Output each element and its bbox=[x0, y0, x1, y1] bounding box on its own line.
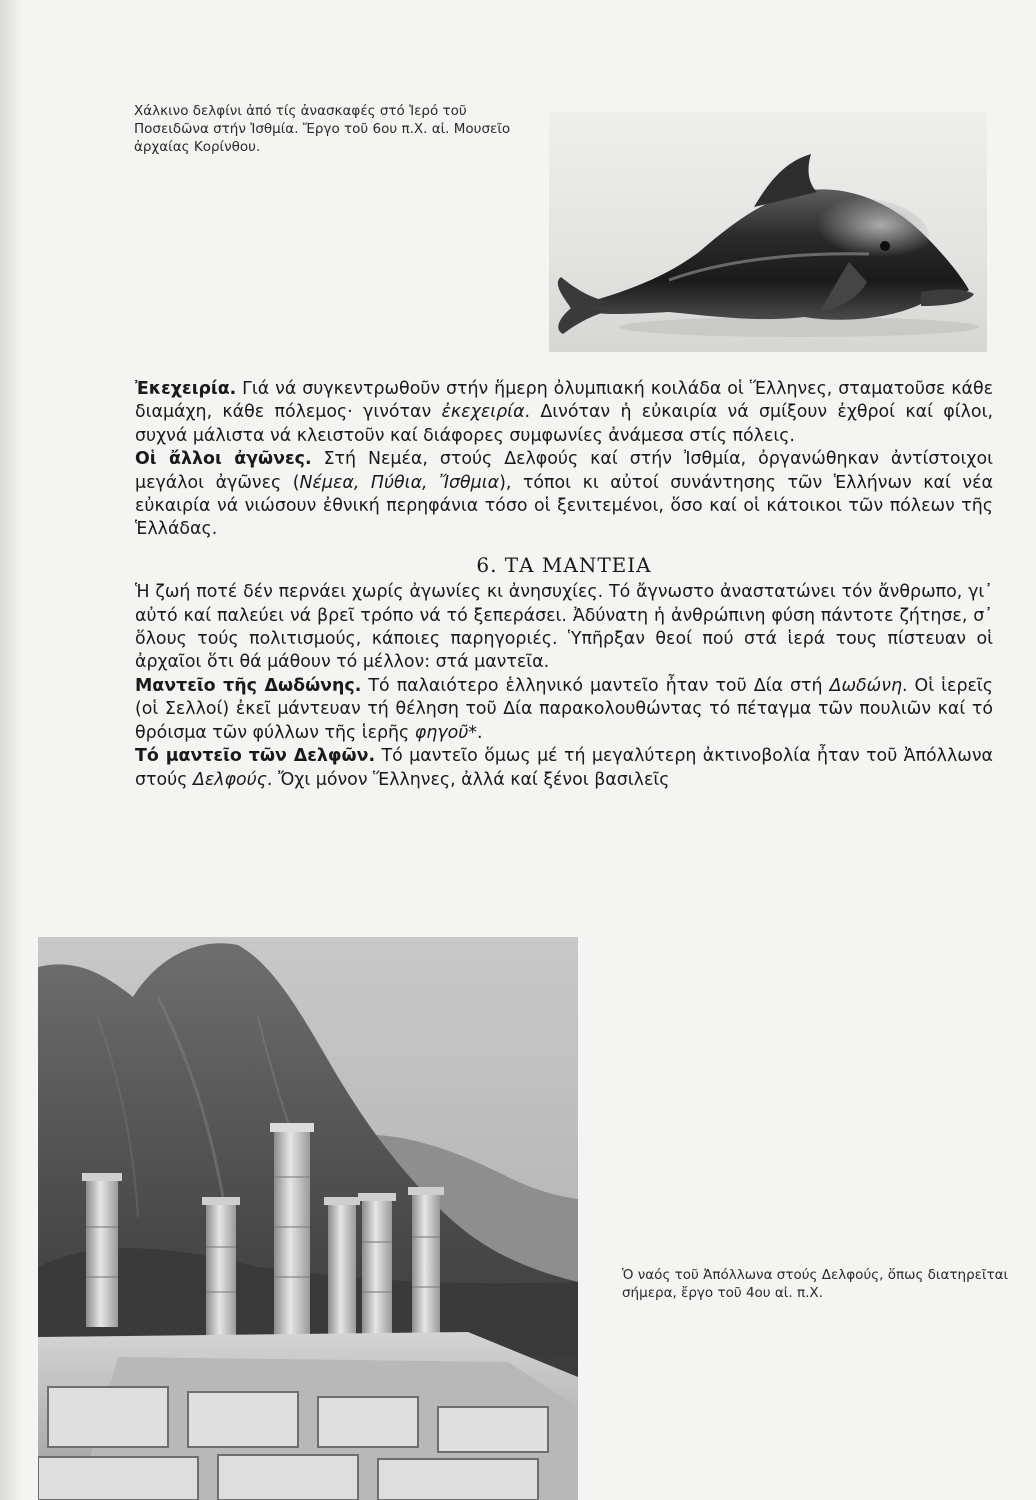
page-edge-shadow bbox=[0, 0, 22, 1500]
temple-photo bbox=[38, 937, 578, 1500]
delphi-text-1: Τό μαντεῖο ὅμως μέ τή μεγαλύτερη ἀκτινοβολία ἦταν τοῦ Ἀπόλλωνα στούς bbox=[135, 746, 993, 790]
paragraph-delphi bbox=[135, 745, 993, 792]
delphi-italic: Δελφούς bbox=[192, 769, 267, 790]
temple-of-apollo-image bbox=[38, 937, 578, 1500]
ekecheiria-italic: ἐκεχειρία bbox=[441, 402, 525, 423]
dodoni-italic-2: φηγοῦ bbox=[414, 722, 469, 743]
paragraph-dodoni bbox=[135, 675, 993, 745]
term-ekecheiria: Ἐκεχειρία. bbox=[135, 379, 237, 399]
main-text bbox=[135, 378, 993, 792]
dodoni-text-1: Τό παλαιότερο ἑλληνικό μαντεῖο ἦταν τοῦ Δία στή bbox=[361, 675, 830, 696]
dolphin-photo bbox=[549, 112, 987, 352]
dolphin-eye bbox=[880, 241, 890, 251]
ekecheiria-text-2: . Δινόταν ἡ εὐκαιρία νά σμίξουν ἐχθροί καί φίλοι, συχνά μάλιστα νά κλειστοῦν καί διάφορες συμφωνίες ἀνάμεσα στίς πόλεις. bbox=[135, 402, 993, 446]
ekecheiria-text-1: Γιά νά συγκεντρωθοῦν στήν ἥμερη ὀλυμπιακή κοιλάδα οἱ Ἕλληνες, σταματοῦσε κάθε διαμάχη, κάθε πόλεμος· γινόταν bbox=[135, 379, 993, 423]
section-heading: 6. ΤΑ ΜΑΝΤΕΙΑ bbox=[476, 552, 652, 577]
dodoni-text-2: . Οἱ ἱερεῖς (οἱ Σελλοί) ἐκεῖ μάντευαν τή θέληση τοῦ Δία παρακολουθώντας τό πέταγμα τῶν πουλιῶν καί τό θρόισμα τῶν φύλλων τῆς ἱερῆς bbox=[135, 675, 993, 743]
bronze-dolphin-image bbox=[549, 112, 987, 352]
delphi-text-2: . Ὄχι μόνον Ἕλληνες, ἀλλά καί ξένοι βασιλεῖς bbox=[266, 769, 670, 790]
dodoni-italic-1: Δωδώνη bbox=[829, 675, 902, 696]
term-delphi: Τό μαντεῖο τῶν Δελφῶν. bbox=[135, 746, 376, 767]
agones-text-1: Στή Νεμέα, στούς Δελφούς καί στήν Ἰσθμία, ὀργανώθηκαν ἀντίστοιχοι μεγάλοι ἀγῶνες ( bbox=[135, 449, 993, 493]
temple-caption: Ὁ ναός τοῦ Ἀπόλλωνα στούς Δελφούς, ὅπως διατηρεῖται σήμερα, ἔργο τοῦ 4ου αἰ. π.Χ. bbox=[622, 1267, 1009, 1301]
agones-text-2: ), τόποι κι αὐτοί συνάντησης τῶν Ἑλλήνων καί νέα εὐκαιρία νά νιώσουν ἐθνική περηφάνια τόσο οἱ ξενιτεμένοι, ὅσο καί οἱ κάτοικοι τῶν πόλεων τῆς Ἑλλάδας. bbox=[135, 472, 993, 540]
paragraph-agones bbox=[135, 448, 993, 542]
paragraph-intro: Ἡ ζωή ποτέ δέν περνάει χωρίς ἀγωνίες κι ἀνησυχίες. Τό ἄγνωστο ἀναστατώνει τόν ἄνθρωπο, γι᾽ αὐτό καί παλεύει νά βρεῖ τρόπο νά τό ξεπεράσει. Ἀδύνατη ἡ ἀνθρώπινη φύση πάντοτε ζήτησε, σ᾽ ὅλους τούς πολιτισμούς, κάποιες παρηγοριές. Ὑπῆρξαν θεοί πού στά ἱερά τους πίστευαν οἱ ἀρχαῖοι ὅτι θά μάθουν τό μέλλον: στά μαντεῖα. bbox=[135, 582, 993, 673]
paragraph-ekecheiria bbox=[135, 378, 993, 448]
term-agones: Οἱ ἄλλοι ἀγῶνες. bbox=[135, 449, 312, 470]
dolphin-caption: Χάλκινο δελφίνι ἀπό τίς ἀνασκαφές στό Ἱερό τοῦ Ποσειδῶνα στήν Ἰσθμία. Ἔργο τοῦ 6ου π.Χ. αἰ. Μουσεῖο ἀρχαίας Κορίνθου. bbox=[134, 103, 511, 155]
dodoni-text-3: *. bbox=[468, 722, 483, 743]
term-dodoni: Μαντεῖο τῆς Δωδώνης. bbox=[135, 675, 362, 696]
agones-italic: Νέμεα, Πύθια, Ἴσθμια bbox=[299, 472, 500, 493]
